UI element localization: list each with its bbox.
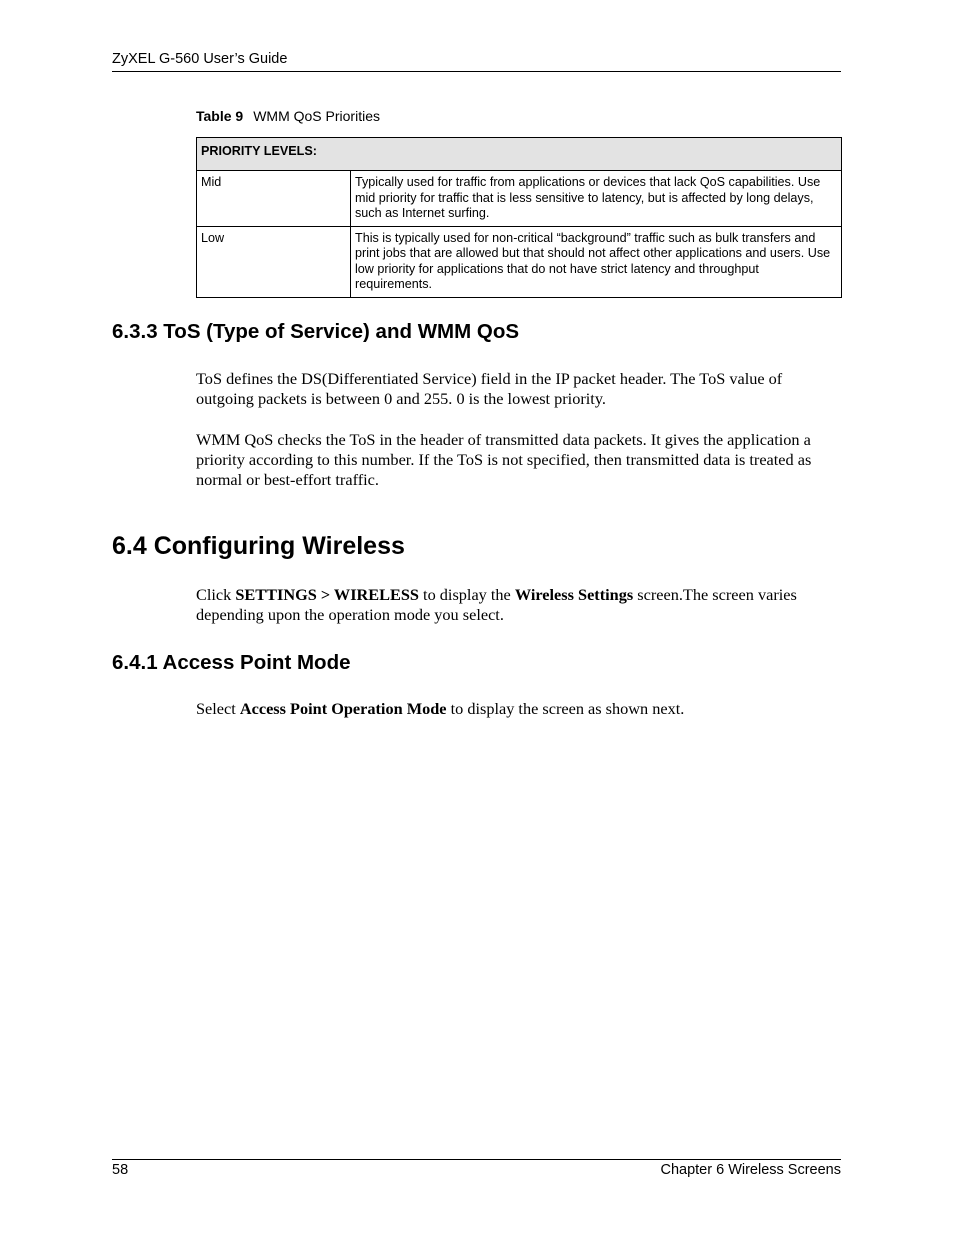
page-number: 58 <box>112 1162 129 1178</box>
header-divider <box>112 71 841 72</box>
text-span: Click <box>196 585 236 604</box>
running-header: ZyXEL G-560 User’s Guide <box>112 51 288 67</box>
section-heading-6-3-3: 6.3.3 ToS (Type of Service) and WMM QoS <box>112 320 520 343</box>
wireless-settings-screen-name: Wireless Settings <box>514 585 634 604</box>
text-span: to display the <box>418 585 515 604</box>
table-caption-number: Table 9 <box>196 108 244 124</box>
priority-level-cell: Mid <box>197 171 351 227</box>
text-span: screen.The screen varies depending upon the operation mode you select. <box>196 585 797 625</box>
priority-description-cell: This is typically used for non-critical “background” traffic such as bulk transfers and print jobs that are allowed but that should not affect other applications and users. Use low priority for applications that do not have strict latency and throughput requirements. <box>351 226 842 297</box>
priority-level-cell: Low <box>197 226 351 297</box>
section-6-4-paragraph <box>196 585 844 625</box>
text-span: Select <box>196 699 240 718</box>
footer-divider <box>112 1159 841 1160</box>
table-row <box>197 226 842 297</box>
access-point-operation-mode-label: Access Point Operation Mode <box>239 699 447 718</box>
table-header-cell: PRIORITY LEVELS: <box>197 138 842 171</box>
settings-wireless-menu-path: SETTINGS > WIRELESS <box>235 585 419 604</box>
section-6-4-1-paragraph <box>196 699 844 719</box>
wmm-qos-priorities-table <box>196 137 842 298</box>
table-row <box>197 171 842 227</box>
table-header-row <box>197 138 842 171</box>
section-heading-6-4: 6.4 Configuring Wireless <box>112 532 405 560</box>
section-heading-6-4-1: 6.4.1 Access Point Mode <box>112 651 351 674</box>
table-caption-title: WMM QoS Priorities <box>253 108 380 124</box>
priority-description-cell: Typically used for traffic from applications or devices that lack QoS capabilities. Use mid priority for traffic that is less sensitive to latency, but is affected by long delays, such as Internet surfing. <box>351 171 842 227</box>
section-6-3-3-paragraph-2: WMM QoS checks the ToS in the header of transmitted data packets. It gives the application a priority according to this number. If the ToS is not specified, then transmitted data is treated as normal or best-effort traffic. <box>196 430 812 490</box>
text-span: to display the screen as shown next. <box>446 699 685 718</box>
section-6-3-3-paragraph-1: ToS defines the DS(Differentiated Service) field in the IP packet header. The ToS value of outgoing packets is between 0 and 255. 0 is the lowest priority. <box>196 369 783 409</box>
table-caption <box>196 108 380 124</box>
chapter-title: Chapter 6 Wireless Screens <box>660 1162 841 1178</box>
